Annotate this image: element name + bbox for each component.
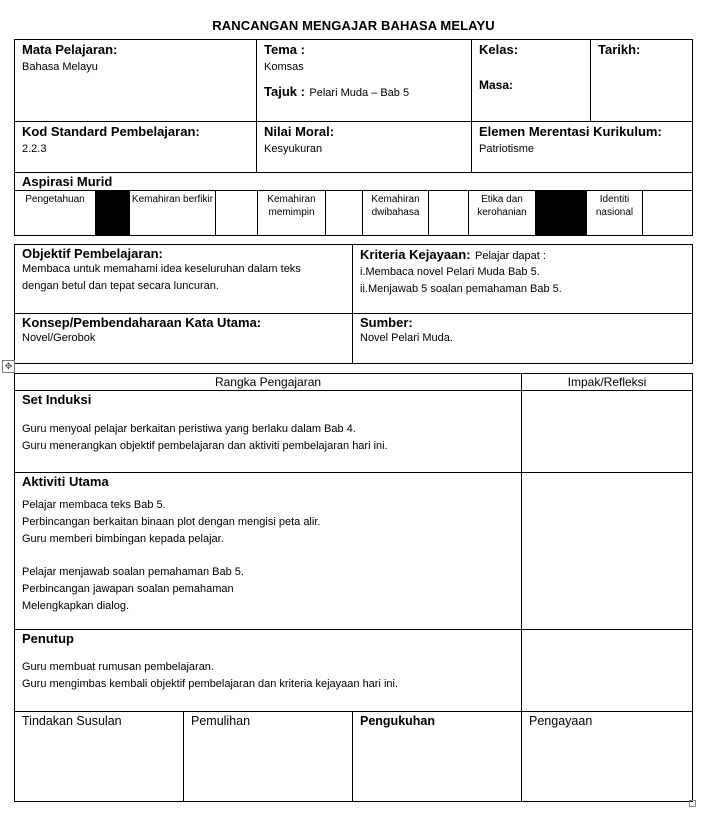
header-table xyxy=(14,39,693,191)
set-induksi-line: Guru menerangkan objektif pembelajaran dan aktiviti pembelajaran hari ini. xyxy=(22,440,388,452)
sumber-value: Novel Pelari Muda. xyxy=(360,332,453,344)
tindakan-susulan-cell: Tindakan Susulan xyxy=(15,712,184,802)
impak-cell[interactable] xyxy=(522,630,693,712)
objektif-line: dengan betul dan tepat secara luncuran. xyxy=(22,280,219,292)
mata-pelajaran-value: Bahasa Melayu xyxy=(22,61,98,73)
penutup-label: Penutup xyxy=(22,631,74,646)
objektif-table xyxy=(14,244,693,364)
elemen-label: Elemen Merentasi Kurikulum: xyxy=(479,124,662,139)
nilai-moral-value: Kesyukuran xyxy=(264,143,323,155)
aspirasi-checkbox-filled[interactable] xyxy=(536,191,587,236)
kod-standard-value: 2.2.3 xyxy=(22,143,47,155)
aspirasi-checkbox-filled[interactable] xyxy=(96,191,130,236)
rangka-table xyxy=(14,373,693,802)
objektif-line: Membaca untuk memahami idea keseluruhan dalam teks xyxy=(22,263,301,275)
aspirasi-table xyxy=(14,190,693,236)
tema-value: Komsas xyxy=(264,61,304,73)
elemen-value: Patriotisme xyxy=(479,143,535,155)
aspirasi-item: Kemahiran dwibahasa xyxy=(363,191,429,236)
aspirasi-checkbox[interactable] xyxy=(216,191,258,236)
aspirasi-label: Aspirasi Murid xyxy=(22,174,113,189)
aspirasi-item: Pengetahuan xyxy=(15,191,96,236)
aktiviti-line: Melengkapkan dialog. xyxy=(22,600,130,612)
kriteria-label: Kriteria Kejayaan: xyxy=(360,247,471,262)
kod-standard-label: Kod Standard Pembelajaran: xyxy=(22,124,200,139)
aspirasi-item: Kemahiran berfikir xyxy=(130,191,216,236)
set-induksi-line: Guru menyoal pelajar berkaitan peristiwa yang berlaku dalam Bab 4. xyxy=(22,423,356,435)
nilai-moral-label: Nilai Moral: xyxy=(264,124,335,139)
masa-label: Masa: xyxy=(479,78,514,92)
tema-label: Tema : xyxy=(264,42,305,57)
kriteria-line: ii.Menjawab 5 soalan pemahaman Bab 5. xyxy=(360,283,562,295)
aktiviti-line: Perbincangan berkaitan binaan plot dengan mengisi peta alir. xyxy=(22,516,321,528)
tarikh-label: Tarikh: xyxy=(598,42,641,57)
aspirasi-checkbox[interactable] xyxy=(429,191,469,236)
kriteria-intro: Pelajar dapat : xyxy=(475,250,546,262)
pengukuhan-cell: Pengukuhan xyxy=(353,712,522,802)
document-title: RANCANGAN MENGAJAR BAHASA MELAYU xyxy=(212,18,495,33)
aspirasi-item: Etika dan kerohanian xyxy=(469,191,536,236)
tajuk-row xyxy=(264,83,464,101)
objektif-label: Objektif Pembelajaran: xyxy=(22,246,163,261)
impak-cell[interactable] xyxy=(522,391,693,473)
aspirasi-checkbox[interactable] xyxy=(326,191,363,236)
tajuk-value: Pelari Muda – Bab 5 xyxy=(309,87,410,99)
aktiviti-line: Pelajar menjawab soalan pemahaman Bab 5. xyxy=(22,566,244,578)
aspirasi-item: Kemahiran memimpin xyxy=(258,191,326,236)
move-anchor-icon[interactable]: ✥ xyxy=(2,360,15,373)
rangka-header: Rangka Pengajaran xyxy=(15,374,522,391)
aspirasi-item: Identiti nasional xyxy=(587,191,643,236)
sumber-label: Sumber: xyxy=(360,315,413,330)
tajuk-label: Tajuk : xyxy=(264,84,305,99)
aktiviti-line: Pelajar membaca teks Bab 5. xyxy=(22,499,166,511)
pengayaan-cell: Pengayaan xyxy=(522,712,693,802)
impak-cell[interactable] xyxy=(522,473,693,630)
aspirasi-checkbox[interactable] xyxy=(643,191,693,236)
aktiviti-line: Perbincangan jawapan soalan pemahaman xyxy=(22,583,234,595)
pemulihan-cell: Pemulihan xyxy=(184,712,353,802)
penutup-line: Guru mengimbas kembali objektif pembelajaran dan kriteria kejayaan hari ini. xyxy=(22,678,399,690)
impak-header: Impak/Refleksi xyxy=(522,374,693,391)
aktiviti-utama-label: Aktiviti Utama xyxy=(22,474,109,489)
kriteria-line: i.Membaca novel Pelari Muda Bab 5. xyxy=(360,266,540,278)
kelas-label: Kelas: xyxy=(479,42,519,57)
aktiviti-line: Guru memberi bimbingan kepada pelajar. xyxy=(22,533,224,545)
penutup-line: Guru membuat rumusan pembelajaran. xyxy=(22,661,214,673)
konsep-label: Konsep/Pembendaharaan Kata Utama: xyxy=(22,315,262,330)
table-resize-handle[interactable] xyxy=(689,800,696,807)
set-induksi-label: Set Induksi xyxy=(22,392,92,407)
kriteria-header xyxy=(360,246,685,264)
mata-pelajaran-label: Mata Pelajaran: xyxy=(22,42,118,57)
konsep-value: Novel/Gerobok xyxy=(22,332,96,344)
